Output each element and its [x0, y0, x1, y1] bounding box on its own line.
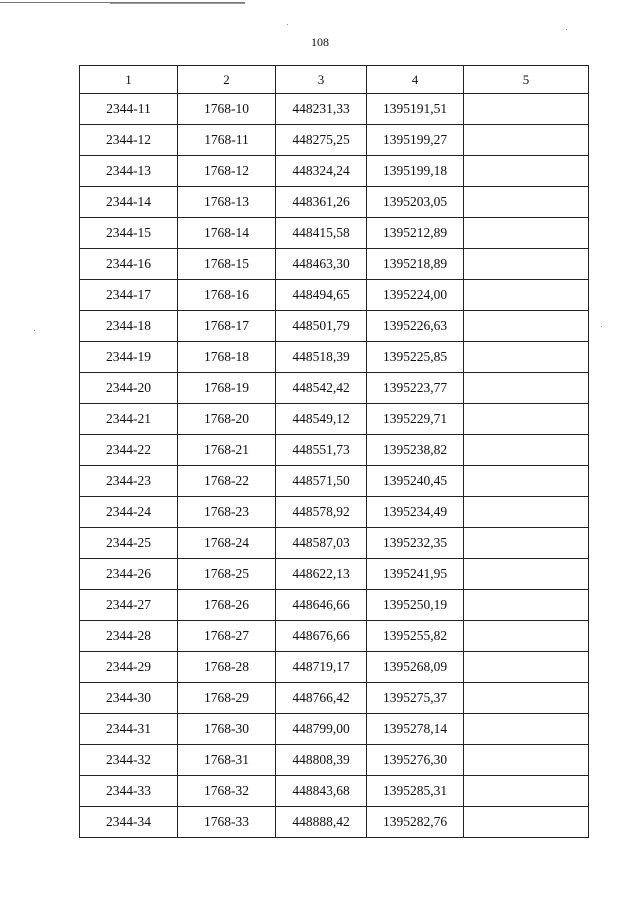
table-cell-y-coordinate: 1395218,89 — [367, 249, 464, 280]
table-cell-point-number: 2344-25 — [80, 528, 178, 559]
table-cell-point-number: 2344-22 — [80, 435, 178, 466]
table-row — [80, 311, 589, 342]
table-cell-x-coordinate: 448518,39 — [276, 342, 367, 373]
table-cell-y-coordinate: 1395224,00 — [367, 280, 464, 311]
table-cell-reference-number: 1768-23 — [178, 497, 276, 528]
table-cell-note — [464, 249, 589, 280]
table-cell-reference-number: 1768-26 — [178, 590, 276, 621]
table-cell-note — [464, 342, 589, 373]
table-cell-y-coordinate: 1395241,95 — [367, 559, 464, 590]
table-cell-note — [464, 94, 589, 125]
table-cell-x-coordinate: 448808,39 — [276, 745, 367, 776]
table-cell-point-number: 2344-21 — [80, 404, 178, 435]
table-cell-x-coordinate: 448676,66 — [276, 621, 367, 652]
table-cell-note — [464, 218, 589, 249]
table-cell-y-coordinate: 1395238,82 — [367, 435, 464, 466]
table-cell-reference-number: 1768-18 — [178, 342, 276, 373]
table-row — [80, 249, 589, 280]
coordinates-table — [79, 65, 589, 838]
column-header: 2 — [178, 66, 276, 94]
table-cell-y-coordinate: 1395226,63 — [367, 311, 464, 342]
table-cell-note — [464, 311, 589, 342]
table-header-row — [80, 66, 589, 94]
table-cell-x-coordinate: 448646,66 — [276, 590, 367, 621]
table-cell-y-coordinate: 1395276,30 — [367, 745, 464, 776]
table-cell-reference-number: 1768-24 — [178, 528, 276, 559]
table-cell-y-coordinate: 1395223,77 — [367, 373, 464, 404]
table-cell-reference-number: 1768-33 — [178, 807, 276, 838]
table-cell-x-coordinate: 448719,17 — [276, 652, 367, 683]
table-cell-point-number: 2344-24 — [80, 497, 178, 528]
table-cell-x-coordinate: 448551,73 — [276, 435, 367, 466]
table-cell-note — [464, 466, 589, 497]
scan-speck — [601, 326, 602, 327]
scan-edge-line — [110, 3, 245, 4]
table-cell-reference-number: 1768-22 — [178, 466, 276, 497]
table-cell-point-number: 2344-26 — [80, 559, 178, 590]
table-row — [80, 745, 589, 776]
table-cell-x-coordinate: 448324,24 — [276, 156, 367, 187]
table-cell-note — [464, 373, 589, 404]
table-cell-x-coordinate: 448275,25 — [276, 125, 367, 156]
table-cell-note — [464, 280, 589, 311]
table-row — [80, 94, 589, 125]
table-cell-reference-number: 1768-15 — [178, 249, 276, 280]
table-cell-x-coordinate: 448361,26 — [276, 187, 367, 218]
table-cell-point-number: 2344-30 — [80, 683, 178, 714]
table-cell-note — [464, 807, 589, 838]
table-cell-y-coordinate: 1395278,14 — [367, 714, 464, 745]
table-row — [80, 621, 589, 652]
table-cell-x-coordinate: 448799,00 — [276, 714, 367, 745]
table-cell-note — [464, 590, 589, 621]
scan-speck — [566, 29, 567, 30]
table-row — [80, 683, 589, 714]
column-header: 5 — [464, 66, 589, 94]
table-cell-point-number: 2344-12 — [80, 125, 178, 156]
table-cell-point-number: 2344-27 — [80, 590, 178, 621]
table-cell-point-number: 2344-15 — [80, 218, 178, 249]
table-cell-reference-number: 1768-11 — [178, 125, 276, 156]
table-cell-reference-number: 1768-13 — [178, 187, 276, 218]
table-cell-x-coordinate: 448549,12 — [276, 404, 367, 435]
table-cell-point-number: 2344-31 — [80, 714, 178, 745]
table-cell-reference-number: 1768-16 — [178, 280, 276, 311]
table-row — [80, 559, 589, 590]
table-cell-reference-number: 1768-28 — [178, 652, 276, 683]
table-cell-y-coordinate: 1395225,85 — [367, 342, 464, 373]
table-row — [80, 714, 589, 745]
table-cell-note — [464, 435, 589, 466]
table-row — [80, 497, 589, 528]
table-cell-reference-number: 1768-25 — [178, 559, 276, 590]
table-cell-y-coordinate: 1395234,49 — [367, 497, 464, 528]
table-row — [80, 373, 589, 404]
table-cell-reference-number: 1768-29 — [178, 683, 276, 714]
column-header: 4 — [367, 66, 464, 94]
table-cell-reference-number: 1768-21 — [178, 435, 276, 466]
table-cell-note — [464, 497, 589, 528]
table-cell-reference-number: 1768-17 — [178, 311, 276, 342]
table-cell-point-number: 2344-18 — [80, 311, 178, 342]
table-row — [80, 528, 589, 559]
table-row — [80, 652, 589, 683]
table-cell-note — [464, 714, 589, 745]
table-cell-x-coordinate: 448587,03 — [276, 528, 367, 559]
table-row — [80, 125, 589, 156]
table-cell-x-coordinate: 448463,30 — [276, 249, 367, 280]
table-cell-note — [464, 559, 589, 590]
table-cell-reference-number: 1768-31 — [178, 745, 276, 776]
table-cell-x-coordinate: 448501,79 — [276, 311, 367, 342]
table-cell-note — [464, 404, 589, 435]
table-cell-y-coordinate: 1395199,18 — [367, 156, 464, 187]
table-cell-x-coordinate: 448843,68 — [276, 776, 367, 807]
table-cell-note — [464, 652, 589, 683]
table-cell-point-number: 2344-23 — [80, 466, 178, 497]
table-row — [80, 466, 589, 497]
table-cell-note — [464, 745, 589, 776]
table-cell-point-number: 2344-16 — [80, 249, 178, 280]
table-cell-note — [464, 187, 589, 218]
table-cell-reference-number: 1768-14 — [178, 218, 276, 249]
table-row — [80, 807, 589, 838]
table-cell-y-coordinate: 1395250,19 — [367, 590, 464, 621]
table-cell-note — [464, 621, 589, 652]
table-cell-y-coordinate: 1395282,76 — [367, 807, 464, 838]
scan-speck — [34, 330, 35, 331]
table-cell-reference-number: 1768-10 — [178, 94, 276, 125]
table-cell-y-coordinate: 1395268,09 — [367, 652, 464, 683]
table-body — [80, 94, 589, 838]
table-cell-y-coordinate: 1395240,45 — [367, 466, 464, 497]
table-row — [80, 187, 589, 218]
scan-speck — [287, 24, 288, 25]
table-row — [80, 342, 589, 373]
table-cell-point-number: 2344-17 — [80, 280, 178, 311]
table-cell-y-coordinate: 1395212,89 — [367, 218, 464, 249]
table-cell-x-coordinate: 448578,92 — [276, 497, 367, 528]
table-cell-reference-number: 1768-27 — [178, 621, 276, 652]
table-cell-note — [464, 528, 589, 559]
table-cell-y-coordinate: 1395255,82 — [367, 621, 464, 652]
table-cell-point-number: 2344-14 — [80, 187, 178, 218]
table-cell-y-coordinate: 1395229,71 — [367, 404, 464, 435]
table-cell-point-number: 2344-29 — [80, 652, 178, 683]
table-row — [80, 590, 589, 621]
table-cell-x-coordinate: 448494,65 — [276, 280, 367, 311]
table-cell-note — [464, 125, 589, 156]
column-header: 1 — [80, 66, 178, 94]
table-cell-y-coordinate: 1395232,35 — [367, 528, 464, 559]
table-cell-y-coordinate: 1395191,51 — [367, 94, 464, 125]
table-cell-point-number: 2344-33 — [80, 776, 178, 807]
table-cell-point-number: 2344-19 — [80, 342, 178, 373]
table-cell-x-coordinate: 448571,50 — [276, 466, 367, 497]
table-cell-note — [464, 156, 589, 187]
table-row — [80, 156, 589, 187]
table-cell-x-coordinate: 448542,42 — [276, 373, 367, 404]
table-cell-reference-number: 1768-32 — [178, 776, 276, 807]
table-row — [80, 218, 589, 249]
table-row — [80, 435, 589, 466]
table-cell-point-number: 2344-13 — [80, 156, 178, 187]
table-cell-point-number: 2344-20 — [80, 373, 178, 404]
table-cell-point-number: 2344-28 — [80, 621, 178, 652]
table-cell-x-coordinate: 448415,58 — [276, 218, 367, 249]
table-cell-y-coordinate: 1395199,27 — [367, 125, 464, 156]
table-row — [80, 776, 589, 807]
table-cell-y-coordinate: 1395203,05 — [367, 187, 464, 218]
table-cell-x-coordinate: 448231,33 — [276, 94, 367, 125]
table-cell-point-number: 2344-34 — [80, 807, 178, 838]
column-header: 3 — [276, 66, 367, 94]
page-number: 108 — [311, 35, 329, 49]
table-cell-y-coordinate: 1395285,31 — [367, 776, 464, 807]
table-cell-reference-number: 1768-20 — [178, 404, 276, 435]
table-cell-x-coordinate: 448766,42 — [276, 683, 367, 714]
table-cell-x-coordinate: 448622,13 — [276, 559, 367, 590]
table-row — [80, 404, 589, 435]
table-cell-x-coordinate: 448888,42 — [276, 807, 367, 838]
table-row — [80, 280, 589, 311]
table-cell-note — [464, 776, 589, 807]
table-cell-y-coordinate: 1395275,37 — [367, 683, 464, 714]
table-cell-point-number: 2344-11 — [80, 94, 178, 125]
table-cell-note — [464, 683, 589, 714]
table-cell-reference-number: 1768-30 — [178, 714, 276, 745]
table-cell-reference-number: 1768-12 — [178, 156, 276, 187]
table-cell-reference-number: 1768-19 — [178, 373, 276, 404]
table-cell-point-number: 2344-32 — [80, 745, 178, 776]
